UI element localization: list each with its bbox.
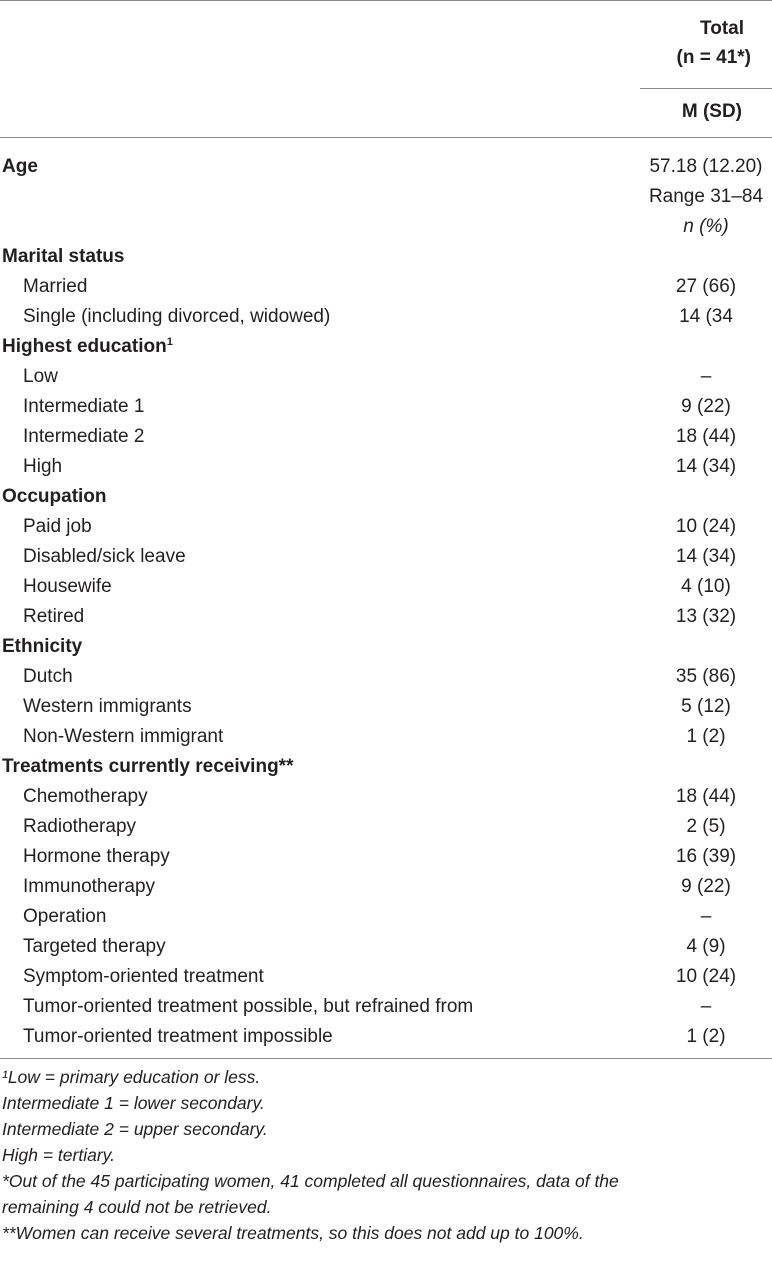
row-value: 2 (5) [686,816,726,837]
row-value: – [700,366,712,387]
row-label: Targeted therapy [23,936,166,957]
age-label: Age [2,156,38,177]
row-label: Retired [23,606,85,627]
sections [0,242,772,1052]
table-row [0,302,772,332]
row-label: Intermediate 2 [23,426,145,447]
row-value: 1 (2) [686,726,726,747]
column-sample-size: (n = 41*) [676,47,751,68]
row-value: 9 (22) [681,876,731,897]
header-divider [640,88,772,89]
row-value: 13 (32) [675,606,737,627]
table-row [0,962,772,992]
table-row [0,362,772,392]
section-heading [0,482,772,512]
row-value: 9 (22) [681,396,731,417]
row-value: 14 (34) [675,456,737,477]
footnote-line: Intermediate 2 = upper secondary. [2,1119,268,1139]
row-value: 4 (10) [681,576,731,597]
row-label: Disabled/sick leave [23,546,186,567]
table-row [0,782,772,812]
row-label: Intermediate 1 [23,396,145,417]
table-row [0,1022,772,1052]
row-label: Tumor-oriented treatment impossible [23,1026,333,1047]
table-row [0,272,772,302]
table-row [0,662,772,692]
table-body [0,138,772,1052]
table-row [0,542,772,572]
section-title [2,752,293,782]
row-value: 16 (39) [675,846,737,867]
row-value: 35 (86) [675,666,737,687]
table-row [0,452,772,482]
row-value: 18 (44) [675,426,737,447]
table-row [0,842,772,872]
table-row [0,392,772,422]
npct-text: n (%) [683,216,729,237]
row-label: Dutch [23,666,73,687]
row-value: – [700,906,712,927]
row-value: 18 (44) [675,786,737,807]
table-row [0,872,772,902]
section-title [2,482,107,512]
row-value: 5 (12) [681,696,731,717]
table-header [0,1,772,138]
column-statistic: M (SD) [681,101,742,122]
section-title-text: Ethnicity [2,636,83,657]
section-title-text: Treatments currently receiving** [2,756,294,777]
section-title [2,332,173,362]
row-value: 10 (24) [675,966,737,987]
table-row [0,572,772,602]
row-label: Single (including divorced, widowed) [23,306,331,327]
row-label: Radiotherapy [23,816,137,837]
footnote-line: High = tertiary. [2,1145,115,1165]
footnote-line: remaining 4 could not be retrieved. [2,1197,272,1217]
row-label: Tumor-oriented treatment possible, but refrained from [23,996,474,1017]
table-row [0,422,772,452]
row-value: 27 (66) [675,276,737,297]
row-label: Immunotherapy [23,876,156,897]
row-value: 10 (24) [675,516,737,537]
row-value: 14 (34 [679,306,733,327]
row-label: Chemotherapy [23,786,148,807]
npct-label [640,212,772,242]
footnote-marker: 1 [166,336,173,348]
table-row [0,902,772,932]
row-value: 14 (34) [675,546,737,567]
npct-row [0,212,772,242]
footnote-line: Intermediate 1 = lower secondary. [2,1093,265,1113]
table-footnotes [0,1059,772,1246]
table-row [0,992,772,1022]
age-range-row [0,182,772,212]
row-label: Paid job [23,516,92,537]
row-label: High [23,456,63,477]
row-label: Housewife [23,576,112,597]
section-heading [0,332,772,362]
section-title [2,632,82,662]
row-label: Non-Western immigrant [23,726,224,747]
section-heading [0,632,772,662]
table-row [0,512,772,542]
table-row [0,932,772,962]
age-row [0,152,772,182]
section-title-text: Highest education [2,336,167,357]
row-label: Hormone therapy [23,846,170,867]
row-value: 4 (9) [686,936,726,957]
section-title-text: Occupation [2,486,107,507]
row-value: 1 (2) [686,1026,726,1047]
row-label: Married [23,276,88,297]
section-title [2,242,124,272]
section-heading [0,242,772,272]
table-row [0,722,772,752]
table-row [0,692,772,722]
row-label: Western immigrants [23,696,192,717]
row-label: Low [23,366,58,387]
column-title: Total [700,18,744,39]
header-bottom-rule [0,137,772,138]
footnote-line: *Out of the 45 participating women, 41 completed all questionnaires, data of the [2,1171,619,1191]
footnote-line: ¹Low = primary education or less. [2,1067,261,1087]
row-label: Symptom-oriented treatment [23,966,264,987]
section-heading [0,752,772,782]
row-label: Operation [23,906,107,927]
section-title-text: Marital status [2,246,125,267]
footnote-line: **Women can receive several treatments, so this does not add up to 100%. [2,1223,584,1243]
table-row [0,602,772,632]
age-mean-sd: 57.18 (12.20) [649,156,763,177]
table-row [0,812,772,842]
row-value: – [700,996,712,1017]
age-range: Range 31–84 [648,186,764,207]
